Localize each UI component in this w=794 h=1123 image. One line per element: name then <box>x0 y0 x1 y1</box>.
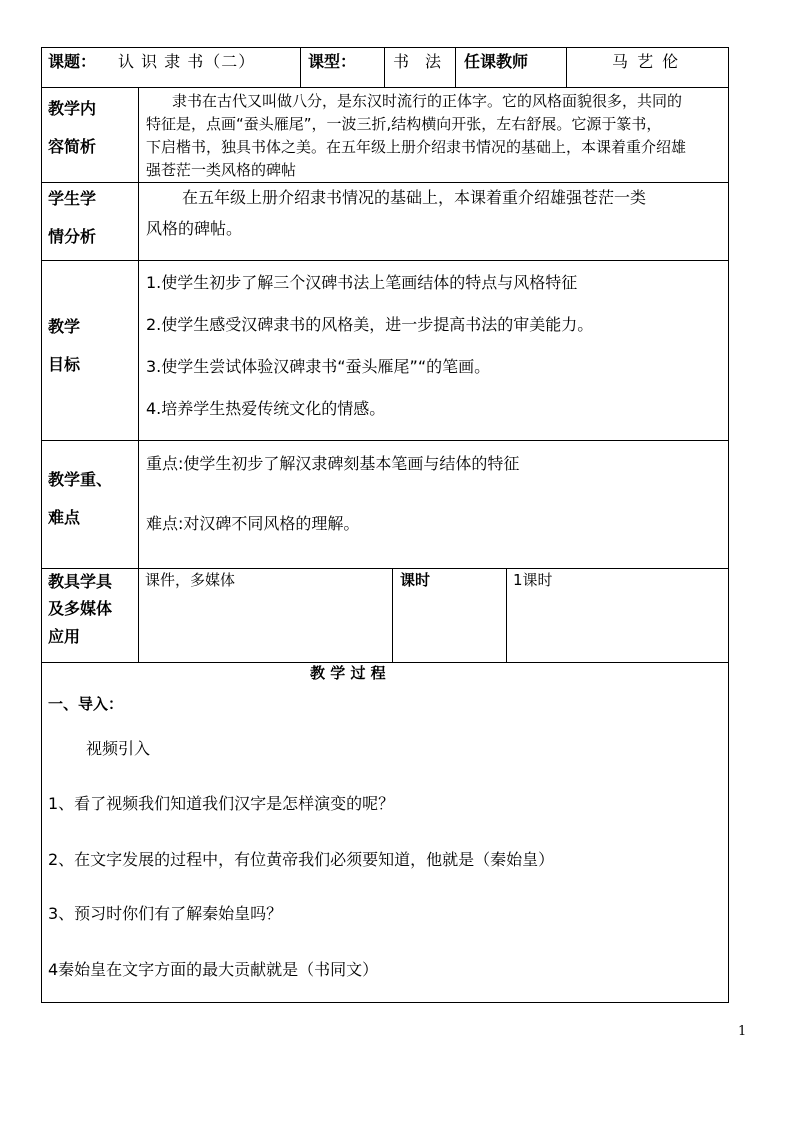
table-border <box>41 662 729 663</box>
content-text-line: 特征是，点画“蚕头雁尾”，一波三折,结构横向开张，左右舒展。它源于篆书， <box>146 115 662 133</box>
goal-item: 3.使学生尝试体验汉碑隶书“蚕头雁尾”“的笔画。 <box>146 357 491 376</box>
process-intro: 视频引入 <box>86 739 151 758</box>
students-text-line: 在五年级上册介绍隶书情况的基础上，本课着重介绍雄强苍茫一类 <box>182 188 647 207</box>
table-border <box>566 47 567 88</box>
process-question: 1、看了视频我们知道我们汉字是怎样演变的呢？ <box>48 794 395 813</box>
table-border <box>728 47 729 1003</box>
difficulty-point: 难点:对汉碑不同风格的理解。 <box>146 514 360 533</box>
table-border <box>41 47 729 48</box>
hours-value: 1课时 <box>513 571 553 589</box>
table-border <box>300 47 301 88</box>
students-label: 情分析 <box>48 227 97 246</box>
table-border <box>455 47 456 88</box>
keypoints-label: 教学重、 <box>48 470 113 489</box>
goal-item: 1.使学生初步了解三个汉碑书法上笔画结体的特点与风格特征 <box>146 273 578 292</box>
goals-label: 目标 <box>48 355 81 374</box>
lesson-title: 认 识 隶 书（二） <box>118 52 256 71</box>
hours-label: 课时 <box>400 571 431 589</box>
teacher-name: 马 艺 伦 <box>612 52 681 71</box>
table-border <box>138 87 139 663</box>
content-text-line: 隶书在古代又叫做八分，是东汉时流行的正体字。它的风格面貌很多，共同的 <box>172 92 683 110</box>
goals-label: 教学 <box>48 317 81 336</box>
students-text-line: 风格的碑帖。 <box>146 219 243 238</box>
table-border <box>41 1002 729 1003</box>
type-label: 课型： <box>308 52 357 71</box>
table-border <box>41 260 729 261</box>
process-question: 3、预习时你们有了解秦始皇吗？ <box>48 904 283 923</box>
students-label: 学生学 <box>48 189 97 208</box>
process-question: 4秦始皇在文字方面的最大贡献就是（书同文） <box>48 960 379 979</box>
table-border <box>41 47 42 1003</box>
tools-label: 及多媒体 <box>48 599 113 618</box>
content-text-line: 下启楷书，独具书体之美。在五年级上册介绍隶书情况的基础上，本课着重介绍雄 <box>146 138 687 156</box>
table-border <box>392 568 393 663</box>
type-value: 书 法 <box>393 52 442 71</box>
content-label: 教学内 <box>48 99 97 118</box>
table-border <box>41 182 729 183</box>
process-title: 教 学 过 程 <box>310 664 386 682</box>
table-border <box>506 568 507 663</box>
table-border <box>384 47 385 88</box>
tools-value: 课件，多媒体 <box>145 571 236 589</box>
process-question: 2、在文字发展的过程中，有位黄帝我们必须要知道，他就是（秦始皇） <box>48 850 555 869</box>
key-point: 重点:使学生初步了解汉隶碑刻基本笔画与结体的特征 <box>146 454 520 473</box>
tools-label: 教具学具 <box>48 572 113 591</box>
teacher-label: 任课教师 <box>464 52 529 71</box>
content-text-line: 强苍茫一类风格的碑帖 <box>146 161 297 179</box>
table-border <box>41 440 729 441</box>
tools-label: 应用 <box>48 627 81 646</box>
keypoints-label: 难点 <box>48 508 81 527</box>
section-heading: 一、导入： <box>48 695 124 713</box>
table-border <box>41 568 729 569</box>
table-border <box>41 87 729 88</box>
content-label: 容简析 <box>48 137 97 156</box>
goal-item: 4.培养学生热爱传统文化的情感。 <box>146 399 386 418</box>
goal-item: 2.使学生感受汉碑隶书的风格美，进一步提高书法的审美能力。 <box>146 315 594 334</box>
page-number: 1 <box>738 1024 747 1039</box>
lesson-label: 课题： <box>48 52 97 71</box>
